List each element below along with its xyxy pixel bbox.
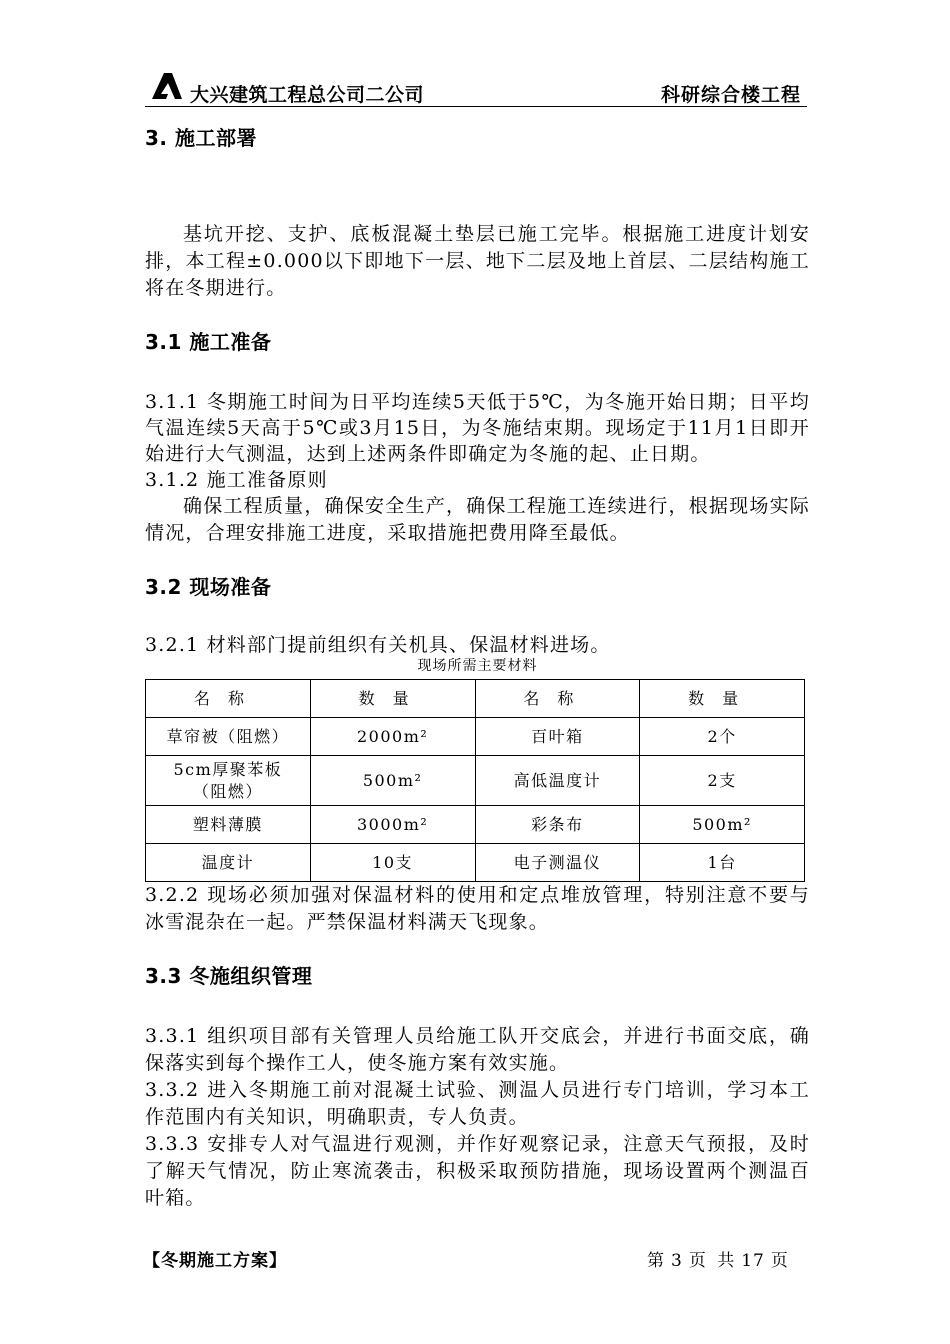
- table-row: [146, 718, 805, 756]
- para-3-2-2: 3.2.2 现场必须加强对保温材料的使用和定点堆放管理，特别注意不要与冰雪混杂在一起。严禁保温材料满天飞现象。: [145, 884, 810, 933]
- para-3-1-2-title: 3.1.2 施工准备原则: [145, 469, 328, 491]
- page-suffix: 页: [770, 1251, 789, 1271]
- table-cell: 3000m²: [310, 806, 475, 844]
- table-header-qty-2: 数量: [640, 680, 805, 718]
- table-cell: 500m²: [310, 756, 475, 806]
- table-cell: 2000m²: [310, 718, 475, 756]
- materials-table: [145, 679, 805, 882]
- page-total: 17: [741, 1251, 765, 1271]
- table-cell: 10支: [310, 844, 475, 882]
- table-caption: 现场所需主要材料: [417, 658, 538, 674]
- table-cell: 2个: [640, 718, 805, 756]
- table-cell: 1台: [640, 844, 805, 882]
- table-cell: 2支: [640, 756, 805, 806]
- table-cell: 电子测温仪: [475, 844, 640, 882]
- section-3-3-title: 3.3 冬施组织管理: [145, 964, 313, 988]
- table-cell: 500m²: [640, 806, 805, 844]
- company-logo-icon: [150, 70, 184, 100]
- page-number: [644, 1246, 792, 1271]
- table-row: [146, 844, 805, 882]
- table-cell: 塑料薄膜: [146, 806, 311, 844]
- table-cell: 高低温度计: [475, 756, 640, 806]
- table-cell: 百叶箱: [475, 718, 640, 756]
- section-3-2-title: 3.2 现场准备: [145, 575, 272, 599]
- table-header-name-2: 名称: [475, 680, 640, 718]
- page-prefix: 第: [647, 1251, 665, 1271]
- para-3-3-1: 3.3.1 组织项目部有关管理人员给施工队开交底会，并进行书面交底，确保落实到每个操作工人，使冬施方案有效实施。: [145, 1025, 810, 1074]
- para-3-3-2: 3.3.2 进入冬期施工前对混凝土试验、测温人员进行专门培训，学习本工作范围内有关知识，明确职责，专人负责。: [145, 1079, 810, 1128]
- table-cell: 温度计: [146, 844, 311, 882]
- section-3-title: 3. 施工部署: [145, 126, 257, 150]
- para-3-1-2-body: 确保工程质量，确保安全生产，确保工程施工连续进行，根据现场实际情况，合理安排施工进度，采取措施把费用降至最低。: [145, 495, 810, 544]
- page-mid: 页 共: [688, 1251, 736, 1271]
- table-header-qty-1: 数量: [310, 680, 475, 718]
- table-row: [146, 806, 805, 844]
- company-name: 大兴建筑工程总公司二公司: [190, 84, 425, 106]
- footer-doc-title: 【冬期施工方案】: [143, 1251, 287, 1271]
- table-row: [146, 756, 805, 806]
- table-cell: 5cm厚聚苯板（阻燃）: [146, 756, 311, 806]
- page-header: [145, 64, 807, 107]
- para-3-3-3: 3.3.3 安排专人对气温进行观测，并作好观察记录，注意天气预报，及时了解天气情况，防止寒流袭击，积极采取预防措施，现场设置两个测温百叶箱。: [145, 1133, 810, 1209]
- para-3-2-1: 3.2.1 材料部门提前组织有关机具、保温材料进场。: [145, 634, 611, 656]
- page-current: 3: [671, 1251, 683, 1271]
- section-3-1-title: 3.1 施工准备: [145, 330, 272, 354]
- para-3-1-1: 3.1.1 冬期施工时间为日平均连续5天低于5℃，为冬施开始日期；日平均气温连续5天高于5℃或3月15日，为冬施结束期。现场定于11月1日即开始进行大气测温，达到上述两条件即确定为冬施的起、止日期。: [145, 391, 810, 465]
- project-name: 科研综合楼工程: [660, 84, 801, 106]
- document-body: [145, 118, 810, 1212]
- table-cell: 彩条布: [475, 806, 640, 844]
- table-header-name-1: 名称: [146, 680, 311, 718]
- section-3-intro: 基坑开挖、支护、底板混凝土垫层已施工完毕。根据施工进度计划安排，本工程±0.000以下即地下一层、地下二层及地上首层、二层结构施工将在冬期进行。: [145, 223, 810, 299]
- table-cell: 草帘被（阻燃）: [146, 718, 311, 756]
